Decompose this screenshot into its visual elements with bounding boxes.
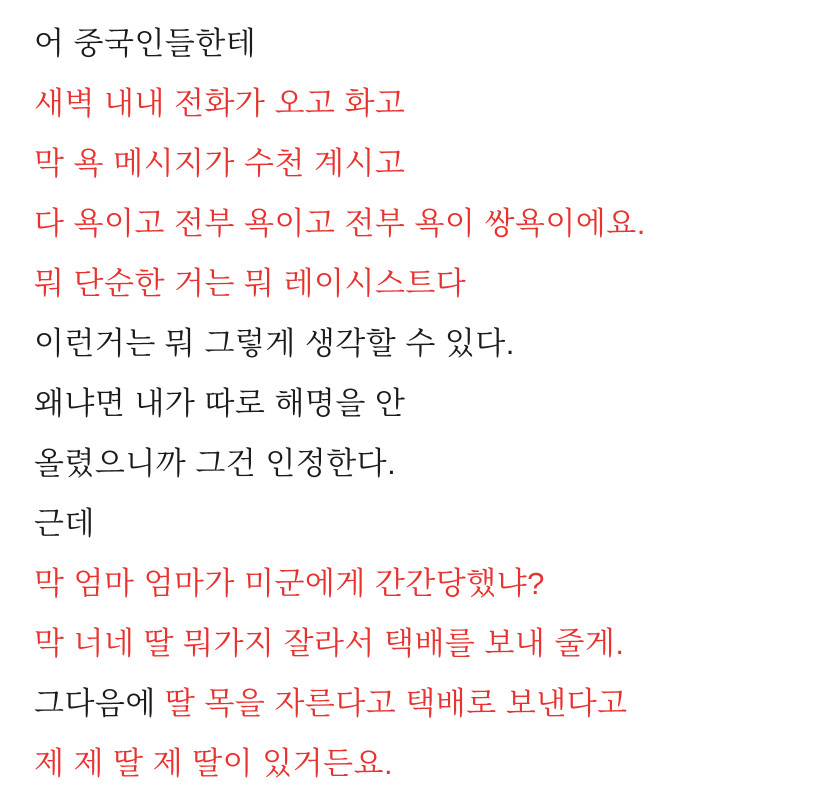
transcript-line: 막 욕 메시지가 수천 계시고: [34, 146, 406, 181]
transcript-line: 막 너네 딸 뭐가지 잘라서 택배를 보내 줄게.: [34, 626, 625, 661]
transcript-line: 올렸으니까 그건 인정한다.: [34, 446, 397, 481]
transcript-line: 막 엄마 엄마가 미군에게 간간당했냐?: [34, 566, 545, 601]
transcript-line: 다 욕이고 전부 욕이고 전부 욕이 쌍욕이에요.: [34, 206, 646, 241]
transcript-line: 왜냐면 내가 따로 해명을 안: [34, 386, 406, 421]
transcript-line: 새벽 내내 전화가 오고 화고: [34, 86, 406, 121]
transcript-line: 이런거는 뭐 그렇게 생각할 수 있다.: [34, 326, 515, 361]
transcript-line: 근데: [34, 506, 95, 541]
transcript-line: 뭐 단순한 거는 뭐 레이시스트다: [34, 266, 467, 301]
transcript-segment: 그다음에: [34, 686, 165, 721]
transcript-line-mixed: [34, 674, 805, 734]
transcript-line: 제 제 딸 제 딸이 있거든요.: [34, 746, 394, 781]
transcript-line: 어 중국인들한테: [34, 26, 257, 61]
transcript-segment: 딸 목을 자른다고 택배로 보낸다고: [164, 686, 628, 721]
